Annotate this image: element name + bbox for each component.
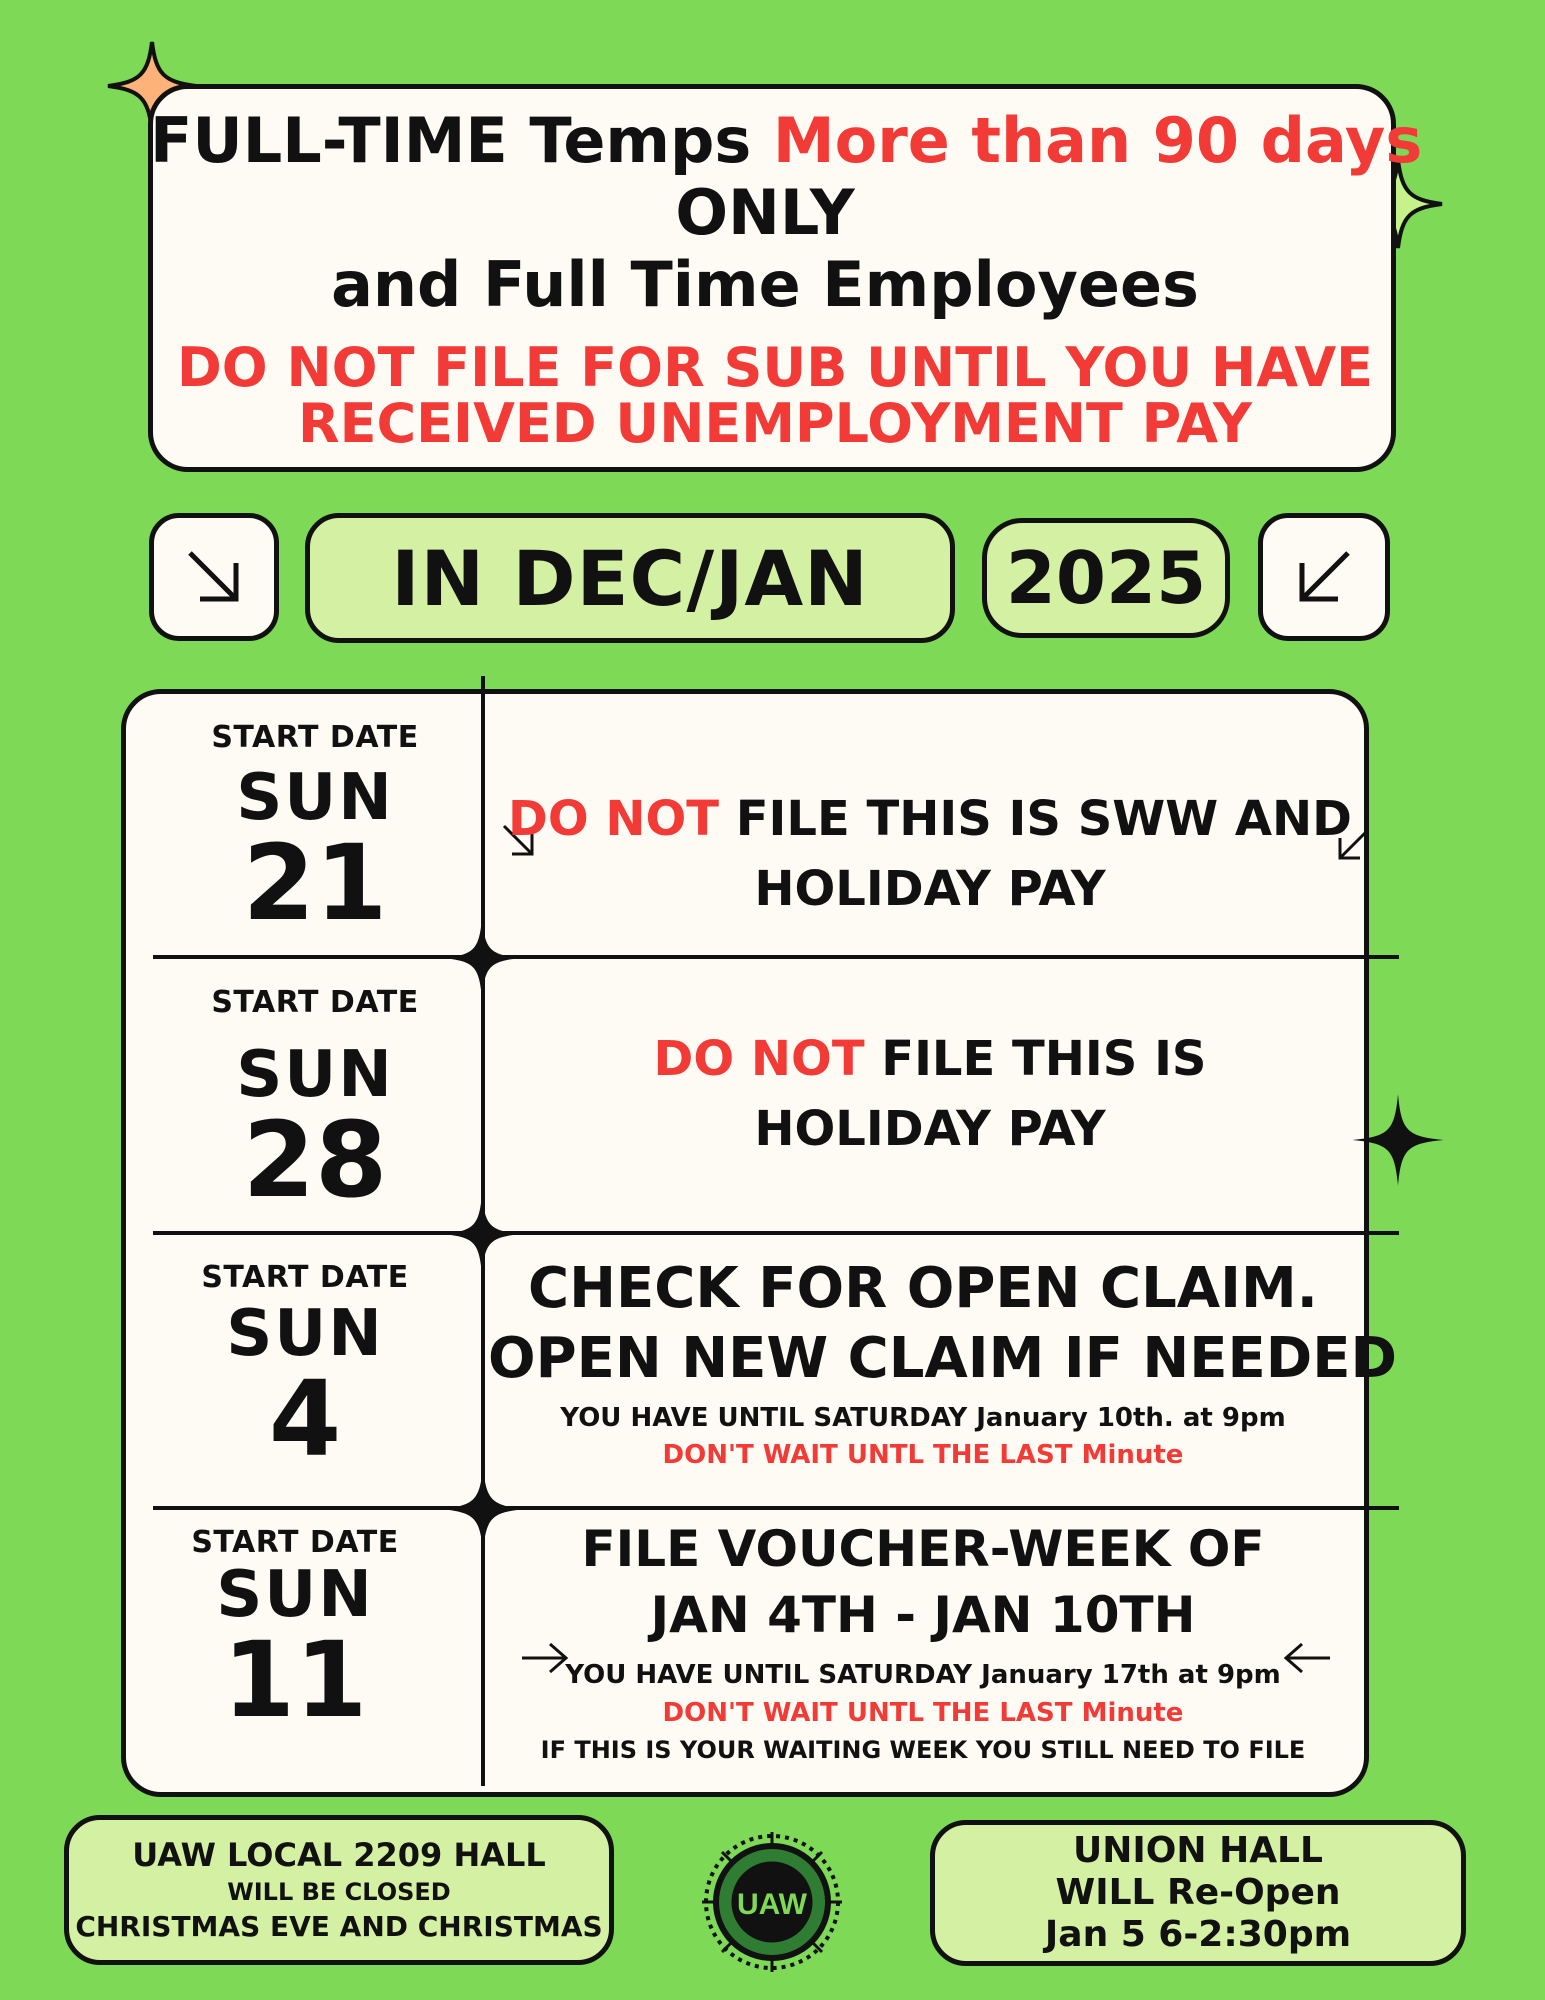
schedule-row-divider xyxy=(153,955,1399,959)
header-line-3: and Full Time Employees xyxy=(331,248,1199,321)
header-line-1 xyxy=(150,104,1423,177)
message-line-2: HOLIDAY PAY xyxy=(754,1101,1106,1157)
message-heading-1: CHECK FOR OPEN CLAIM. xyxy=(528,1256,1318,1321)
schedule-date-4 xyxy=(170,1525,420,1741)
schedule-message-2 xyxy=(500,1024,1360,1164)
schedule-message-3 xyxy=(488,1254,1398,1472)
start-date-label: START DATE xyxy=(201,1260,409,1295)
message-note-red: DON'T WAIT UNTL THE LAST Minute xyxy=(662,1440,1184,1470)
hall-reopen-notice xyxy=(930,1820,1466,1966)
hall-closed-line-1: UAW LOCAL 2209 HALL xyxy=(132,1836,546,1874)
message-heading-2: OPEN NEW CLAIM IF NEEDED xyxy=(488,1326,1398,1391)
hall-reopen-line-1: UNION HALL xyxy=(1073,1830,1323,1871)
header-line-1-red: More than 90 days xyxy=(772,104,1423,177)
schedule-message-4 xyxy=(488,1516,1358,1770)
day-label: SUN xyxy=(226,1297,384,1371)
day-label: SUN xyxy=(236,761,394,835)
arrow-box-right xyxy=(1258,513,1390,641)
date-number: 11 xyxy=(222,1619,368,1741)
schedule-message-1 xyxy=(500,784,1360,924)
header-warning-2: RECEIVED UNEMPLOYMENT PAY xyxy=(298,392,1252,455)
message-line-1: FILE THIS IS xyxy=(864,1031,1207,1087)
start-date-label: START DATE xyxy=(211,720,419,755)
period-pill xyxy=(305,513,955,643)
schedule-date-3 xyxy=(180,1260,430,1480)
sparkle-black-icon xyxy=(440,916,524,1000)
sparkle-black-icon xyxy=(1350,1092,1446,1188)
schedule-row-divider xyxy=(153,1231,1399,1235)
hall-closed-line-2: WILL BE CLOSED xyxy=(227,1878,451,1906)
message-line-1: FILE THIS IS SWW AND xyxy=(719,791,1353,847)
hall-closed-notice xyxy=(64,1815,614,1965)
schedule-date-2 xyxy=(190,985,440,1221)
message-line-2: HOLIDAY PAY xyxy=(754,861,1106,917)
header-line-2: ONLY xyxy=(675,176,855,249)
do-not-label: DO NOT xyxy=(653,1031,865,1087)
message-note: YOU HAVE UNTIL SATURDAY January 17th at 9pm xyxy=(565,1660,1281,1690)
date-number: 4 xyxy=(268,1358,342,1480)
hall-reopen-line-3: Jan 5 6-2:30pm xyxy=(1044,1914,1352,1955)
message-note: YOU HAVE UNTIL SATURDAY January 10th. at 9pm xyxy=(560,1403,1286,1433)
arrow-down-left-icon xyxy=(1294,547,1354,607)
arrow-down-right-icon xyxy=(184,547,244,607)
header-warning-1: DO NOT FILE FOR SUB UNTIL YOU HAVE xyxy=(176,336,1374,399)
do-not-label: DO NOT xyxy=(507,791,720,847)
message-heading-1: FILE VOUCHER-WEEK OF xyxy=(581,1520,1265,1578)
day-label: SUN xyxy=(216,1558,374,1632)
hall-reopen-line-2: WILL Re-Open xyxy=(1055,1872,1341,1913)
day-label: SUN xyxy=(236,1038,394,1112)
date-number: 28 xyxy=(242,1099,388,1221)
message-heading-2: JAN 4TH - JAN 10TH xyxy=(650,1586,1196,1644)
schedule-date-1 xyxy=(190,720,440,944)
start-date-label: START DATE xyxy=(211,985,419,1020)
start-date-label: START DATE xyxy=(191,1525,399,1560)
period-label: IN DEC/JAN xyxy=(391,533,869,623)
hall-closed-line-3: CHRISTMAS EVE AND CHRISTMAS xyxy=(75,1910,603,1943)
date-number: 21 xyxy=(242,822,388,944)
uaw-logo xyxy=(698,1828,846,1976)
year-label: 2025 xyxy=(1005,536,1207,620)
schedule-row-divider xyxy=(153,1506,1399,1510)
message-note-2: IF THIS IS YOUR WAITING WEEK YOU STILL NEED TO FILE xyxy=(540,1736,1306,1764)
header-line-1-black: FULL-TIME Temps xyxy=(150,104,773,177)
message-note-red: DON'T WAIT UNTL THE LAST Minute xyxy=(662,1698,1184,1728)
arrow-box-left xyxy=(149,513,279,641)
uaw-logo-text: UAW xyxy=(737,1888,807,1921)
year-pill xyxy=(982,518,1230,638)
